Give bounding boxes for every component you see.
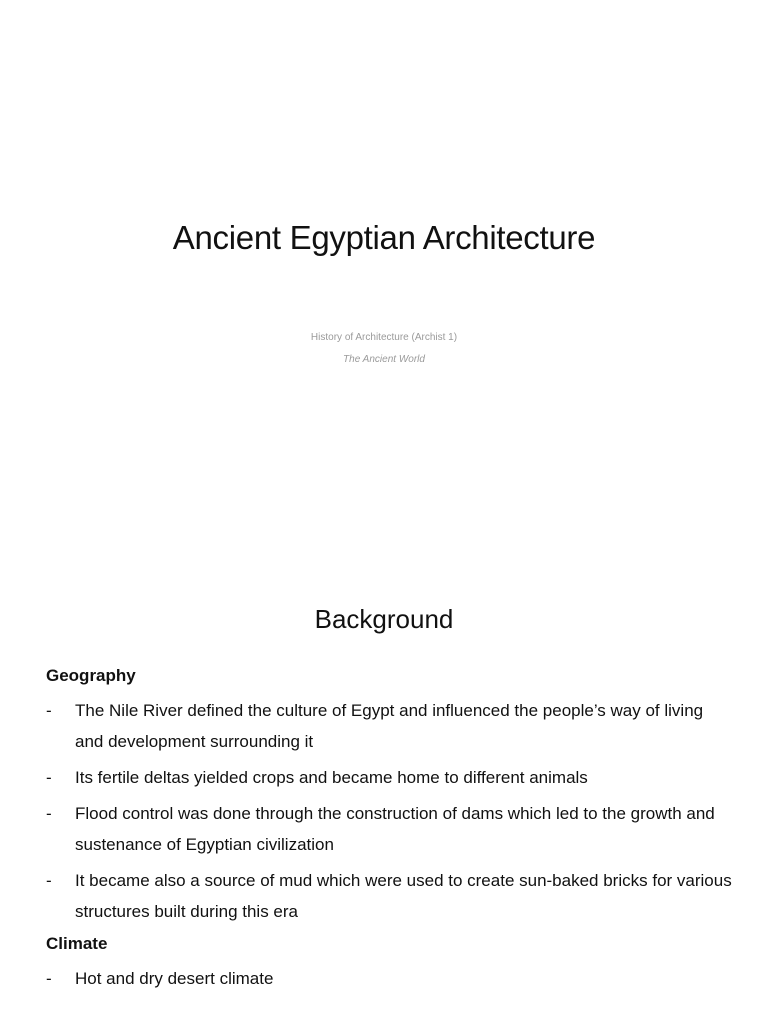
page-title: Ancient Egyptian Architecture	[172, 219, 596, 256]
bullet-dash: -	[46, 969, 52, 988]
list-item	[46, 762, 736, 793]
geography-heading: Geography	[46, 666, 136, 685]
bullet-dash: -	[46, 871, 52, 890]
list-item	[46, 963, 736, 994]
bullet-text: Its fertile deltas yielded crops and became home to different animals	[75, 768, 588, 787]
climate-heading: Climate	[46, 934, 108, 953]
background-content	[46, 664, 736, 999]
bullet-dash: -	[46, 768, 52, 787]
bullet-text: It became also a source of mud which were used to create sun-baked bricks for various structures built during this era	[75, 871, 732, 921]
bullet-dash: -	[46, 804, 52, 823]
course-subtitle: History of Architecture (Archist 1)	[310, 332, 458, 343]
bullet-text: Hot and dry desert climate	[75, 969, 274, 988]
background-slide	[0, 560, 768, 1024]
bullet-dash: -	[46, 701, 52, 720]
list-item	[46, 695, 736, 757]
unit-subtitle: The Ancient World	[343, 354, 425, 365]
list-item	[46, 865, 736, 927]
bullet-text: Flood control was done through the construction of dams which led to the growth and sustenance of Egyptian civilization	[75, 804, 715, 854]
section-title: Background	[314, 604, 454, 634]
list-item	[46, 798, 736, 860]
bullet-text: The Nile River defined the culture of Egypt and influenced the people’s way of living and development surrounding it	[75, 701, 704, 751]
